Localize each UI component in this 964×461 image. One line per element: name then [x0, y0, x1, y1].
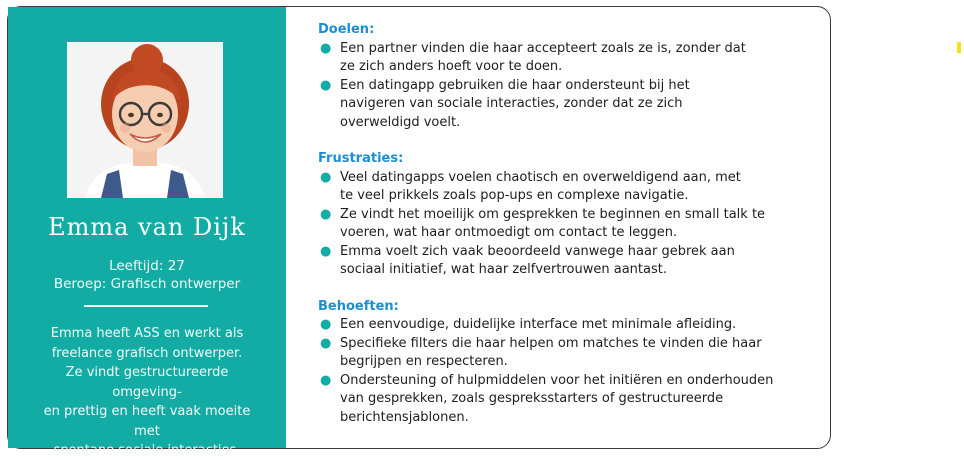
persona-sidebar: [8, 7, 286, 458]
avatar: [67, 42, 223, 198]
section-title-needs: Behoeften:: [318, 298, 399, 314]
bullet-icon: ●: [320, 243, 332, 259]
bio-line: Ze vindt gestructureerde omgeving-: [65, 365, 229, 400]
section-needs: [318, 298, 808, 428]
list-item: [318, 372, 808, 428]
list-line: sociaal initiatief, wat haar zelfvertrouwen aantast.: [340, 262, 667, 277]
list-line: Een eenvoudige, duidelijke interface met minimale afleiding.: [340, 317, 737, 332]
persona-job: Beroep: Grafisch ontwerper: [53, 276, 241, 292]
list-item: [318, 243, 808, 280]
list-item: [318, 169, 808, 206]
list-line: Emma voelt zich vaak beoordeeld vanwege haar gebrek aan: [340, 243, 735, 259]
list-line: berichtensjablonen.: [340, 409, 469, 425]
section-frustrations: [318, 150, 808, 280]
bullet-icon: ●: [320, 169, 332, 185]
list-line: navigeren van sociale interacties, zonder dat ze zich: [340, 96, 683, 111]
list-line: begrijpen en respecteren.: [340, 354, 508, 369]
section-title-frustrations: Frustraties:: [318, 151, 404, 166]
list-item: [318, 206, 808, 243]
list-item: [318, 40, 808, 77]
bullet-icon: ●: [320, 40, 332, 56]
persona-details-content: [318, 21, 808, 445]
list-item: [318, 316, 808, 335]
list-line: Een partner vinden die haar accepteert zoals ze is, zonder dat: [340, 40, 746, 56]
bio-line: Emma heeft ASS en werkt als: [50, 326, 244, 341]
bullet-icon: ●: [320, 77, 332, 93]
list-line: Ze vindt het moeilijk om gesprekken te beginnen en small talk te: [340, 206, 766, 222]
bio-line: spontane sociale interacties.: [53, 443, 241, 458]
list-line: Een datingapp gebruiken die haar ondersteunt bij het: [340, 77, 690, 93]
highlight-marker: [957, 42, 961, 53]
list-line: overweldigd voelt.: [340, 114, 461, 130]
list-line: voeren, wat haar ontmoedigt om contact te leggen.: [340, 225, 678, 240]
bullet-icon: ●: [320, 206, 332, 222]
divider: [84, 305, 208, 307]
persona-age: Leeftijd: 27: [109, 258, 185, 274]
list-line: ze zich anders hoeft voor te doen.: [340, 59, 563, 74]
list-line: Ondersteuning of hulpmiddelen voor het initiëren en onderhouden: [340, 372, 774, 388]
list-line: Veel datingapps voelen chaotisch en overweldigend aan, met: [340, 169, 741, 185]
persona-name: Emma van Dijk: [48, 213, 246, 241]
list-line: Specifieke filters die haar helpen om matches te vinden die haar: [340, 335, 762, 351]
bullet-icon: ●: [320, 372, 332, 388]
bullet-icon: ●: [320, 335, 332, 351]
list-item: [318, 335, 808, 372]
list-line: van gesprekken, zoals gespreksstarters of gestructureerde: [340, 391, 724, 406]
bullet-icon: ●: [320, 317, 332, 332]
list-item: [318, 77, 808, 133]
bio-line: freelance grafisch ontwerper.: [51, 345, 243, 361]
bio-line: en prettig en heeft vaak moeite met: [43, 404, 251, 439]
list-line: te veel prikkels zoals pop-ups en complexe navigatie.: [340, 188, 689, 203]
section-goals: [318, 21, 808, 132]
section-title-goals: Doelen:: [318, 22, 375, 37]
persona-bio: [36, 324, 258, 461]
